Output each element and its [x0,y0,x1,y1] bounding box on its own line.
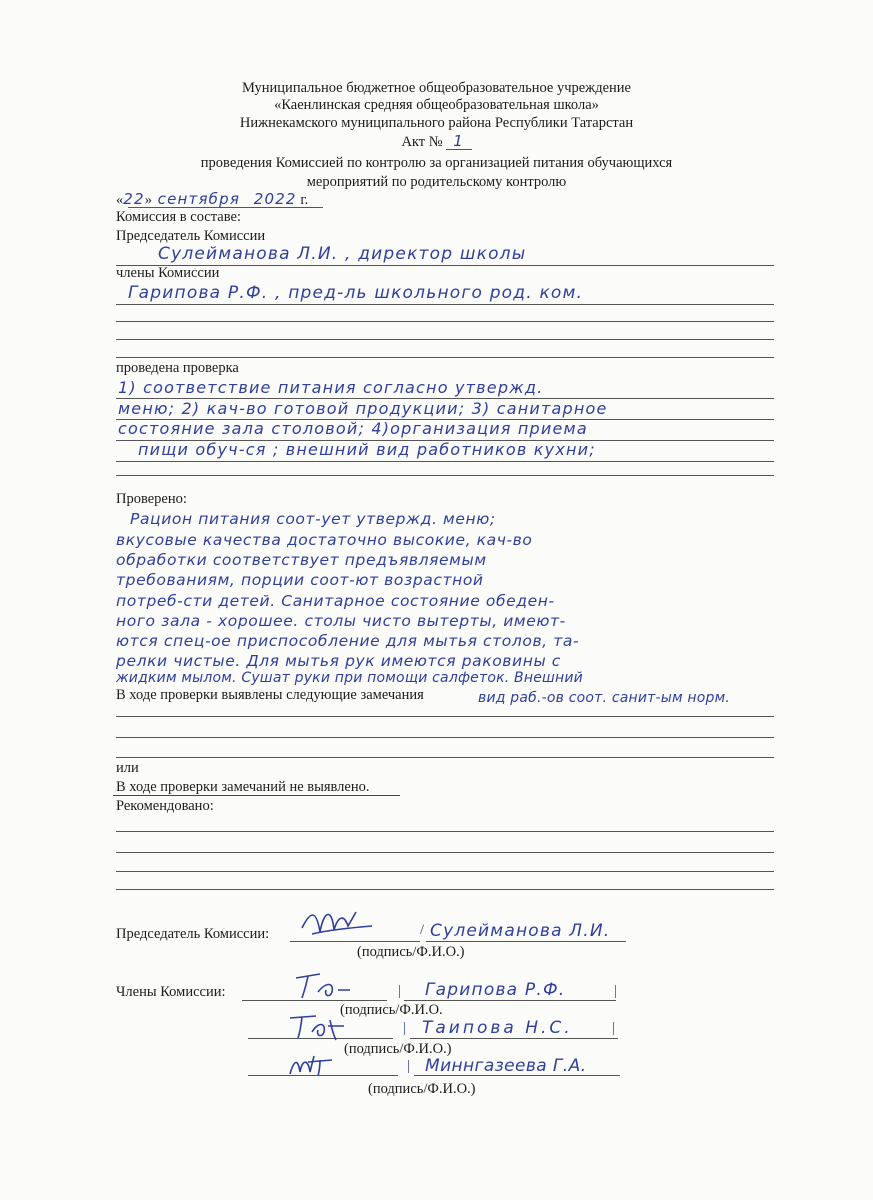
checked-line-10: вид раб.-ов соот. санит-ым норм. [478,690,731,706]
chair-sign-sep: / [420,922,425,938]
date-close-quote: » [144,192,152,208]
act-prefix: Акт № [401,134,443,150]
member3-sep-left: | [407,1058,410,1074]
member3-name: Миннгазеева Г.А. [425,1056,587,1076]
commission-label: Комиссия в составе: [116,209,241,225]
date-open-quote: « [116,192,124,208]
inspection-line-2: меню; 2) кач-во готовой продукции; 3) санитарное [118,399,608,418]
member1-name: Гарипова Р.Ф. [425,980,566,1000]
date-underline [128,207,323,208]
chair-name-line [426,941,626,942]
checked-line-9: жидким мылом. Сушат руки при помощи салфеток. Внешний [116,670,583,686]
member1-caption: (подпись/Ф.И.О. [340,1002,443,1018]
checked-line-5: потреб-сти детей. Санитарное состояние обеден- [116,592,555,610]
no-remarks-underline [113,795,400,796]
checked-label: Проверено: [116,491,187,507]
date-day: 22 [123,190,145,208]
checked-line-2: вкусовые качества достаточно высокие, кач-во [116,531,533,549]
remarks-found-label: В ходе проверки выявлены следующие замечания [116,687,424,703]
checked-line-6: ного зала - хорошее. столы чисто вытерты, имеют- [116,612,566,630]
chair-signature [298,902,378,942]
inspection-line-1: 1) соответствие питания согласно утвержд. [118,378,544,397]
sign-chair-label: Председатель Комиссии: [116,926,270,942]
date-year: 2022 [253,190,297,208]
recommended-rule-1 [116,831,774,832]
checked-line-1: Рацион питания соот-ует утвержд. меню; [130,510,496,528]
member1-name-line [404,1000,616,1001]
member2-sep-right: | [612,1020,615,1036]
members-line-1 [116,304,774,305]
recommended-rule-2 [116,852,774,853]
checked-line-7: ются спец-ое приспособление для мытья столов, та- [116,632,580,650]
members-line-2 [116,321,774,322]
inspection-line-3: состояние зала столовой; 4)организация приема [118,419,588,438]
org-name-line1: Муниципальное бюджетное общеобразовательное учреждение [242,80,631,96]
remarks-rule-3 [116,757,774,758]
inspection-label: проведена проверка [116,360,239,376]
org-name-line2: «Каенлинская средняя общеобразовательная школа» [274,97,599,113]
members-line-3 [116,339,774,340]
member2-signature [286,1010,356,1042]
checked-line-8: релки чистые. Для мытья рук имеются раковины с [116,652,561,670]
member2-name: Таипова Н.С. [422,1018,573,1038]
members-value: Гарипова Р.Ф. , пред-ль школьного род. ком. [128,283,584,303]
date-month: сентября [157,190,241,208]
member3-name-line [414,1075,620,1076]
date-suffix: г. [300,192,309,208]
chair-signature-line [290,941,420,942]
members-label: члены Комиссии [116,265,220,281]
member1-signature [290,968,360,1002]
checked-line-4: требованиям, порции соот-ют возрастной [116,571,484,589]
chair-value: Сулейманова Л.И. , директор школы [158,244,527,264]
chair-sign-name: Сулейманова Л.И. [430,921,611,941]
sign-members-label: Члены Комиссии: [116,984,226,1000]
member3-signature [286,1050,346,1080]
member1-sep-left: | [398,983,401,999]
member3-caption: (подпись/Ф.И.О.) [368,1081,476,1097]
no-remarks-label: В ходе проверки замечаний не выявлено. [116,779,370,795]
inspection-rule-4 [116,461,774,462]
recommended-rule-3 [116,871,774,872]
act-title [0,134,873,151]
remarks-rule-2 [116,737,774,738]
recommended-rule-4 [116,889,774,890]
checked-line-3: обработки соответствует предъявляемым [116,551,487,569]
act-purpose-line2: мероприятий по родительскому контролю [306,174,567,190]
inspection-line-4: пищи обуч-ся ; внешний вид работников кухни; [138,440,596,459]
chair-label: Председатель Комиссии [116,228,266,244]
member2-sep-left: | [403,1020,406,1036]
member1-sep-right: | [614,983,617,999]
members-line-4 [116,357,774,358]
or-label: или [116,760,139,776]
member2-name-line [410,1038,618,1039]
act-number: 1 [446,134,472,150]
inspection-rule-5 [116,475,774,476]
org-name-line3: Нижнекамского муниципального района Республики Татарстан [239,115,634,131]
member2-caption: (подпись/Ф.И.О.) [344,1041,452,1057]
act-purpose-line1: проведения Комиссией по контролю за организацией питания обучающихся [200,155,673,171]
chair-sign-caption: (подпись/Ф.И.О.) [357,944,465,960]
remarks-rule-1 [116,716,774,717]
recommended-label: Рекомендовано: [116,798,214,814]
